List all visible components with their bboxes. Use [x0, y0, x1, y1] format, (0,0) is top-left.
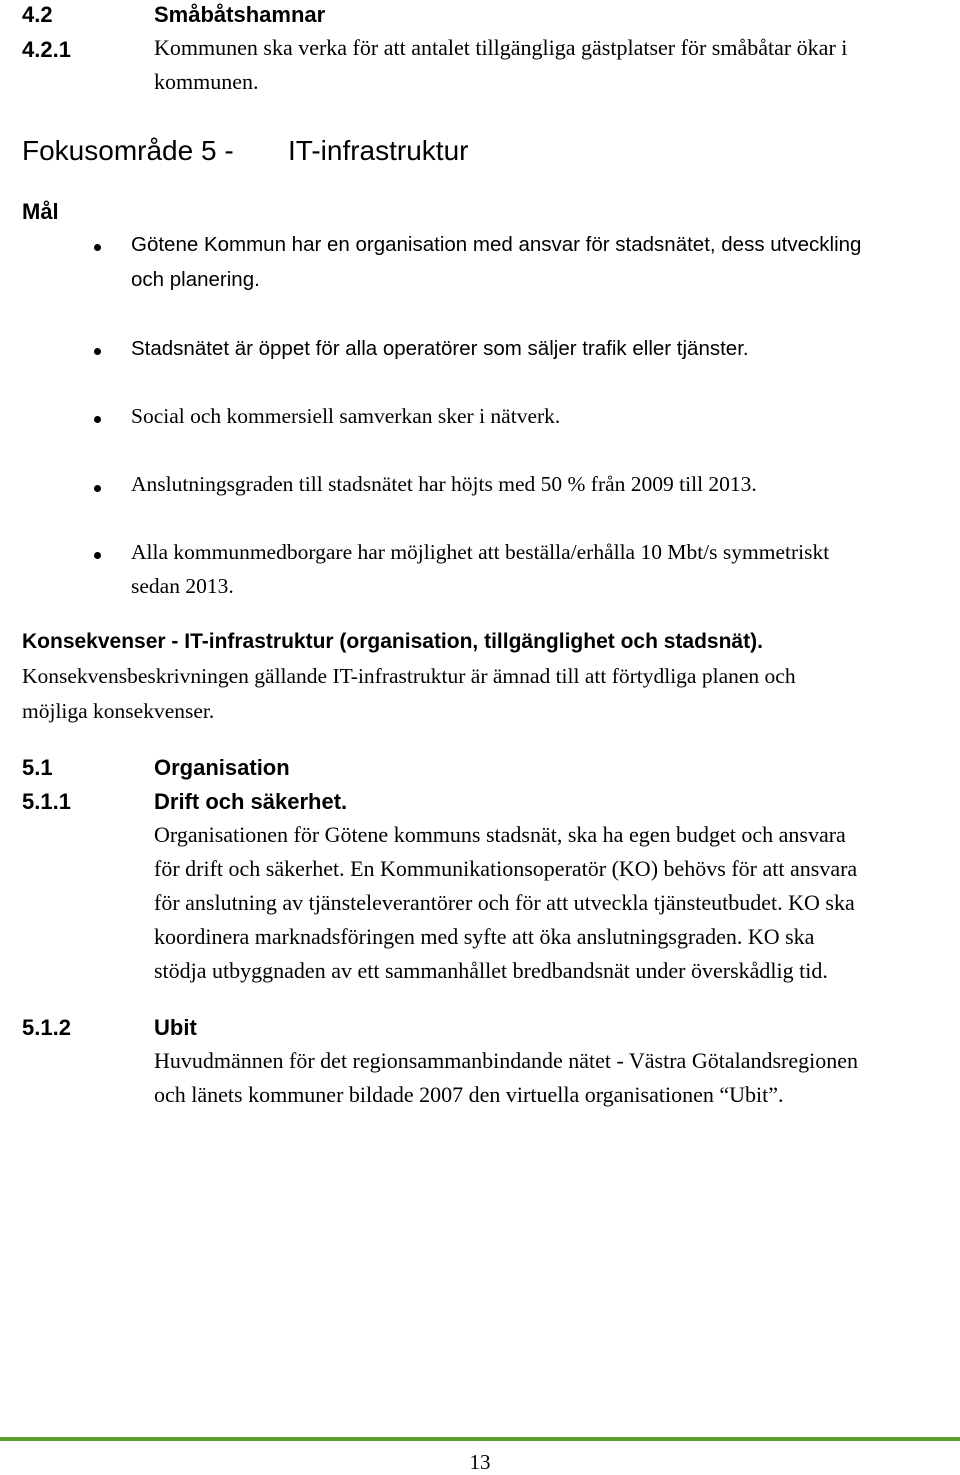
section-5-1-1-title: Drift och säkerhet. [154, 789, 348, 814]
goal-item-line1: Alla kommunmedborgare har möjlighet att beställa/erhålla 10 Mbt/s symmetriskt [131, 540, 830, 564]
focus-area-name: IT-infrastruktur [288, 135, 469, 166]
section-5-1-1-number: 5.1.1 [22, 789, 71, 814]
footer-divider [0, 1437, 960, 1441]
consequences-text-line2: möjliga konsekvenser. [22, 699, 215, 723]
section-4-2-number: 4.2 [22, 2, 53, 27]
goal-item-line2: och planering. [131, 268, 260, 291]
goal-item-line1: Social och kommersiell samverkan sker i nätverk. [131, 404, 561, 428]
section-5-1-1-line: Organisationen för Götene kommuns stadsnät, ska ha egen budget och ansvara [154, 822, 846, 847]
section-5-1-2-title: Ubit [154, 1015, 197, 1040]
consequences-text-line1: Konsekvensbeskrivningen gällande IT-infrastruktur är ämnad till att förtydliga planen och [22, 664, 796, 688]
goal-item-line1: Götene Kommun har en organisation med ansvar för stadsnätet, dess utveckling [131, 233, 862, 256]
section-5-1-1-line: koordinera marknadsföringen med syfte att öka anslutningsgraden. KO ska [154, 924, 815, 949]
section-5-1-1-line: stödja utbyggnaden av ett sammanhållet bredbandsnät under överskådlig tid. [154, 958, 828, 983]
bullet-icon [94, 416, 101, 423]
goal-item-line1: Anslutningsgraden till stadsnätet har höjts med 50 % från 2009 till 2013. [131, 472, 757, 496]
section-5-1-2-line: och länets kommuner bildade 2007 den virtuella organisationen “Ubit”. [154, 1082, 784, 1107]
section-4-2-title: Småbåtshamnar [154, 2, 326, 27]
section-4-2-1-text-line1: Kommunen ska verka för att antalet tillgängliga gästplatser för småbåtar ökar i [154, 35, 848, 60]
section-5-1-title: Organisation [154, 755, 290, 780]
consequences-heading: Konsekvenser - IT-infrastruktur (organisation, tillgänglighet och stadsnät). [22, 630, 763, 653]
section-5-1-number: 5.1 [22, 755, 53, 780]
goal-item-line2: sedan 2013. [131, 574, 234, 598]
section-5-1-2-number: 5.1.2 [22, 1015, 71, 1040]
section-4-2-1-number: 4.2.1 [22, 37, 71, 62]
goal-item-line1: Stadsnätet är öppet för alla operatörer som säljer trafik eller tjänster. [131, 337, 749, 360]
bullet-icon [94, 552, 101, 559]
goals-heading: Mål [22, 199, 59, 224]
section-5-1-2-line: Huvudmännen för det regionsammanbindande nätet - Västra Götalandsregionen [154, 1048, 858, 1073]
focus-area-label: Fokusområde 5 - [22, 135, 234, 166]
section-5-1-1-line: för anslutning av tjänsteleverantörer och för att utveckla tjänsteutbudet. KO ska [154, 890, 855, 915]
section-4-2-1-text-line2: kommunen. [154, 69, 259, 94]
bullet-icon [94, 348, 101, 355]
section-5-1-1-line: för drift och säkerhet. En Kommunikationsoperatör (KO) behövs för att ansvara [154, 856, 858, 881]
page-number: 13 [469, 1450, 491, 1474]
bullet-icon [94, 244, 101, 251]
bullet-icon [94, 485, 101, 492]
